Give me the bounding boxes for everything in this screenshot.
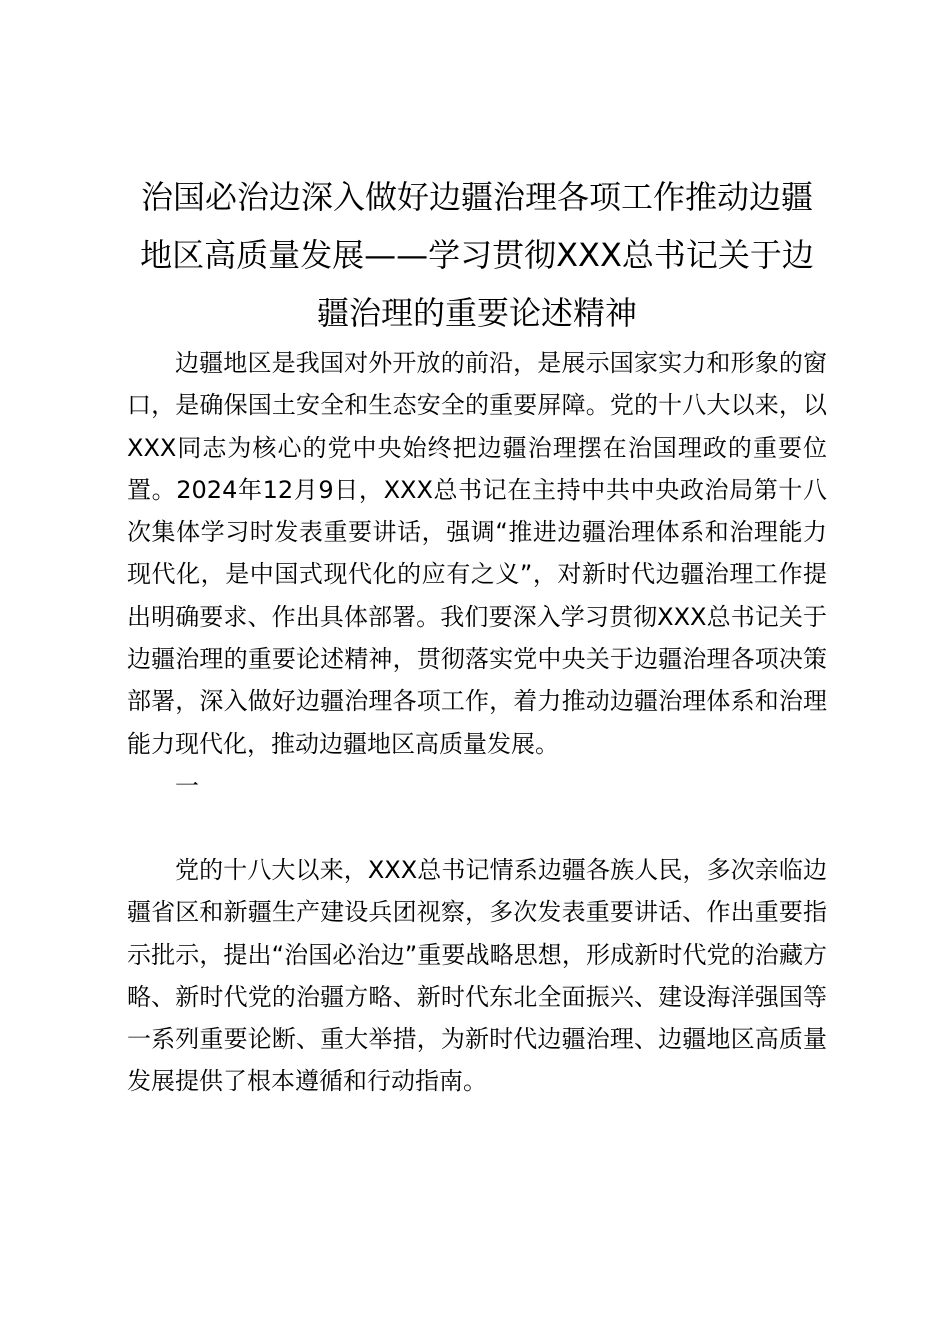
intro-paragraph: 边疆地区是我国对外开放的前沿，是展示国家实力和形象的窗口，是确保国土安全和生态安全的重要屏障。党的十八大以来，以XXX同志为核心的党中央始终把边疆治理摆在治国理政的重要位置。2024年12月9日，XXX总书记在主持中共中央政治局第十八次集体学习时发表重要讲话，强调“推进边疆治理体系和治理能力现代化，是中国式现代化的应有之义”，对新时代边疆治理工作提出明确要求、作出具体部署。我们要深入学习贯彻XXX总书记关于边疆治理的重要论述精神，贯彻落实党中央关于边疆治理各项决策部署，深入做好边疆治理各项工作，着力推动边疆治理体系和治理能力现代化，推动边疆地区高质量发展。 [127,349,827,758]
document-page [127,168,827,1103]
document-title: 治国必治边深入做好边疆治理各项工作推动边疆地区高质量发展——学习贯彻XXX总书记关于边疆治理的重要论述精神 [140,178,814,332]
section-heading: 一 [175,771,199,800]
section-paragraph: 党的十八大以来，XXX总书记情系边疆各族人民，多次亲临边疆省区和新疆生产建设兵团视察，多次发表重要讲话、作出重要指示批示，提出“治国必治边”重要战略思想，形成新时代党的治藏方略、新时代党的治疆方略、新时代东北全面振兴、建设海洋强国等一系列重要论断、重大举措，为新时代边疆治理、边疆地区高质量发展提供了根本遵循和行动指南。 [127,855,827,1096]
